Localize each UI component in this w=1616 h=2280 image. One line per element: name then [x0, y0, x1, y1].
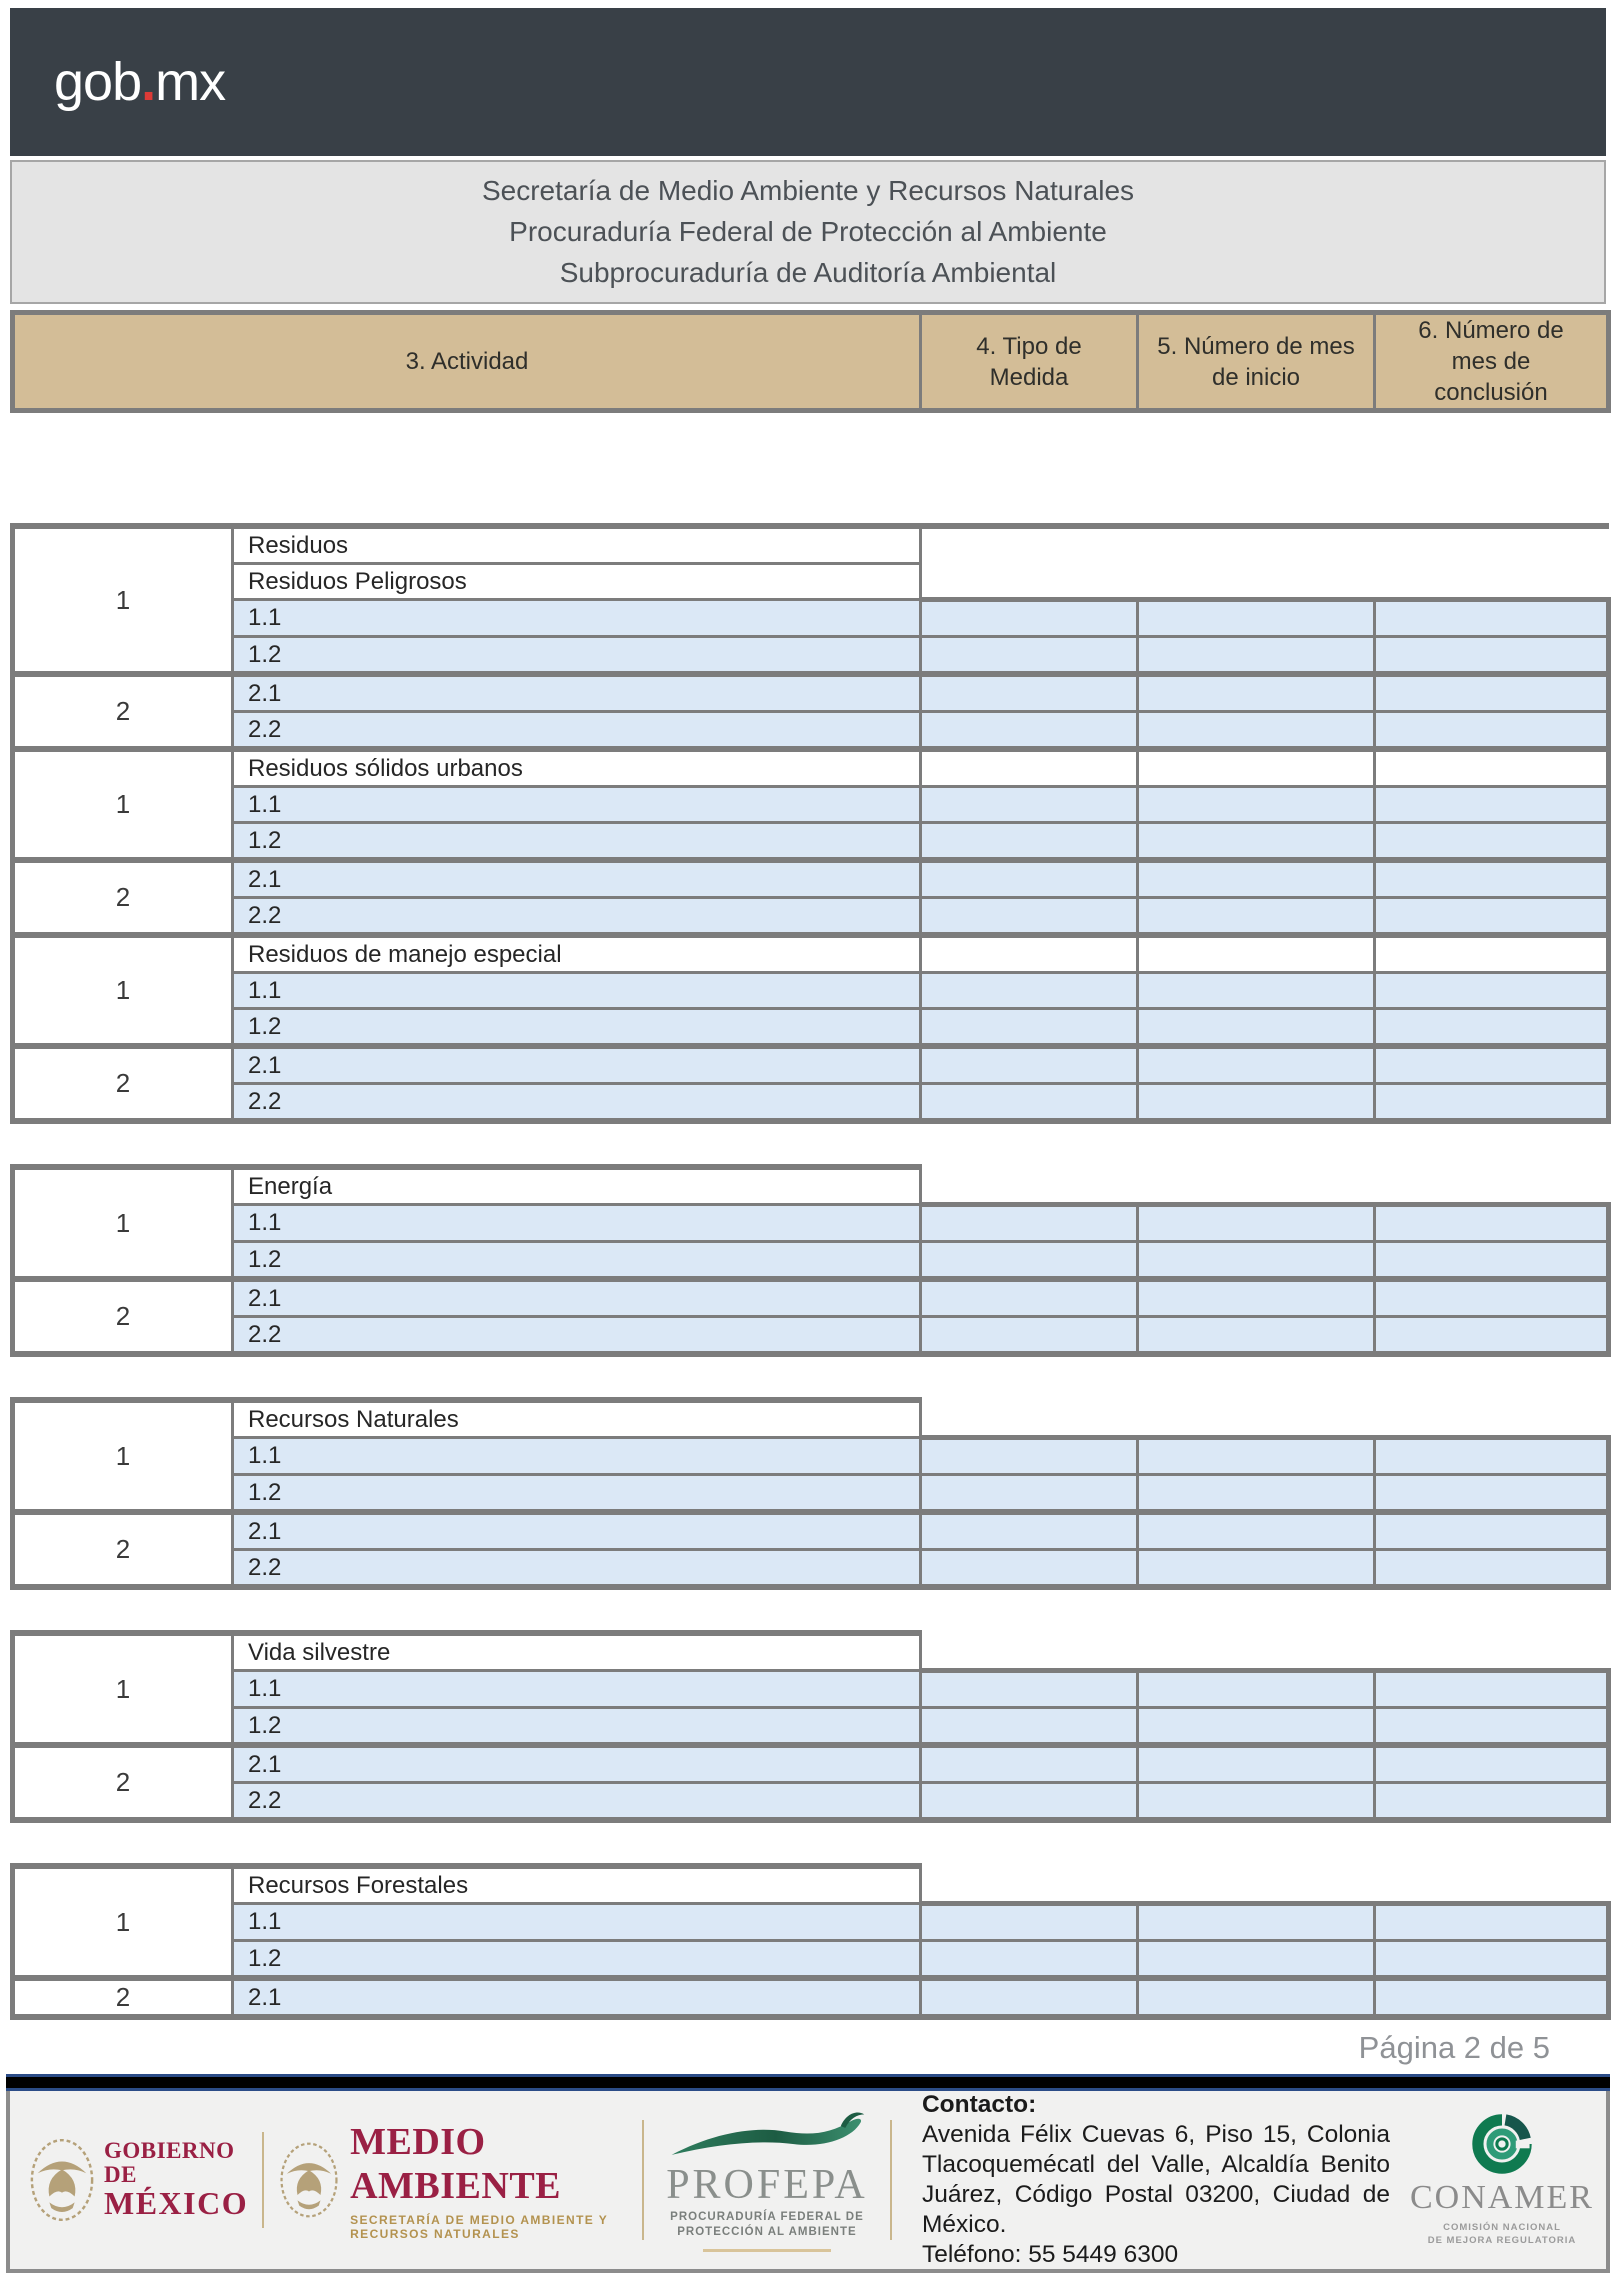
start-month-cell [1138, 860, 1375, 898]
table-row [13, 674, 1609, 712]
group-number-cell: 2 [13, 674, 233, 749]
end-month-cell [1375, 674, 1609, 712]
profepa-eagle-swoosh-icon [668, 2108, 866, 2164]
start-month-cell [1138, 1978, 1375, 2017]
empty-region [921, 1400, 1609, 1438]
start-month-cell [1138, 973, 1375, 1009]
end-month-cell [1375, 1084, 1609, 1122]
category-row [13, 935, 1609, 973]
category-row [13, 526, 1609, 564]
category-row [13, 749, 1609, 787]
end-month-cell [1375, 1438, 1609, 1475]
footer [6, 2091, 1610, 2273]
start-month-cell [1138, 1205, 1375, 1242]
measure-type-cell [921, 1279, 1138, 1317]
empty-region [921, 564, 1609, 600]
start-month-cell [1138, 1550, 1375, 1588]
activity-item-cell: 1.2 [233, 1941, 921, 1979]
measure-type-cell [921, 1708, 1138, 1746]
end-month-cell [1375, 1783, 1609, 1821]
conamer-logo [1410, 2113, 1594, 2247]
category-row [13, 1167, 1609, 1205]
start-month-cell [1138, 823, 1375, 861]
activity-item-cell: 1.2 [233, 1009, 921, 1047]
measure-type-cell [921, 749, 1138, 787]
activity-category-cell: Residuos de manejo especial [233, 935, 921, 973]
end-month-cell [1375, 935, 1609, 973]
table-row [13, 637, 1609, 675]
profepa-underline [703, 2249, 831, 2252]
measure-type-cell [921, 600, 1138, 637]
activity-table-residuos [10, 523, 1611, 1124]
end-month-cell [1375, 787, 1609, 823]
end-month-cell [1375, 1475, 1609, 1513]
gobierno-de-mexico-wordmark [104, 2139, 248, 2221]
profepa-title: PROFEPA [666, 2161, 868, 2208]
group-number-cell: 1 [13, 1866, 233, 1978]
table-row [13, 1904, 1609, 1941]
empty-region [921, 1633, 1609, 1671]
table-row [13, 1671, 1609, 1708]
end-month-cell [1375, 898, 1609, 936]
page-indicator: Página 2 de 5 [1358, 2030, 1550, 2065]
measure-type-cell [921, 823, 1138, 861]
conamer-ring-icon [1471, 2113, 1533, 2175]
group-number-cell: 1 [13, 749, 233, 860]
start-month-cell [1138, 1708, 1375, 1746]
activity-item-cell: 1.2 [233, 823, 921, 861]
measure-type-cell [921, 1084, 1138, 1122]
table-row [13, 1475, 1609, 1513]
activity-item-cell: 2.1 [233, 1745, 921, 1783]
end-month-cell [1375, 1550, 1609, 1588]
org-line-subprocuraduria: Subprocuraduría de Auditoría Ambiental [559, 257, 1057, 288]
activity-category-cell: Residuos sólidos urbanos [233, 749, 921, 787]
measure-type-cell [921, 1550, 1138, 1588]
activity-item-cell: 2.1 [233, 1279, 921, 1317]
activity-item-cell: 1.2 [233, 1242, 921, 1280]
end-month-cell [1375, 712, 1609, 750]
column-header-mes-conclusion: 6. Número de mes de conclusión [1375, 313, 1609, 411]
start-month-cell [1138, 787, 1375, 823]
table-row [13, 1708, 1609, 1746]
table-row [13, 1317, 1609, 1355]
group-number-cell: 1 [13, 1633, 233, 1745]
activity-item-cell: 2.1 [233, 1046, 921, 1084]
end-month-cell [1375, 1978, 1609, 2017]
group-number-cell: 1 [13, 935, 233, 1046]
activity-category-cell: Residuos Peligrosos [233, 564, 921, 600]
measure-type-cell [921, 1438, 1138, 1475]
category-row [13, 1633, 1609, 1671]
activity-item-cell: 1.1 [233, 787, 921, 823]
activity-item-cell: 1.2 [233, 1475, 921, 1513]
measure-type-cell [921, 1046, 1138, 1084]
activity-item-cell: 2.2 [233, 898, 921, 936]
measure-type-cell [921, 787, 1138, 823]
end-month-cell [1375, 1205, 1609, 1242]
table-row [13, 1550, 1609, 1588]
group-number-cell: 1 [13, 1167, 233, 1279]
table-row [13, 1512, 1609, 1550]
footer-divider [890, 2120, 892, 2240]
category-row [13, 564, 1609, 600]
measure-type-cell [921, 1904, 1138, 1941]
table-row [13, 1745, 1609, 1783]
activity-sections [10, 523, 1606, 2020]
activity-item-cell: 2.1 [233, 860, 921, 898]
end-month-cell [1375, 600, 1609, 637]
contact-address: Avenida Félix Cuevas 6, Piso 15, Colonia Tlacoquemécatl del Valle, Alcaldía Benito Juárez, Código Postal 03200, Ciudad de México. [921, 2121, 1390, 2238]
end-month-cell [1375, 1671, 1609, 1708]
group-number-cell: 2 [13, 1512, 233, 1587]
activity-item-cell: 2.1 [233, 674, 921, 712]
start-month-cell [1138, 674, 1375, 712]
end-month-cell [1375, 1708, 1609, 1746]
activity-category-cell: Residuos [233, 526, 921, 564]
measure-type-cell [921, 1317, 1138, 1355]
activity-table-energia [10, 1164, 1611, 1357]
mexico-eagle-seal-icon [28, 2136, 96, 2224]
conamer-subtitle [1428, 2221, 1577, 2247]
empty-region [921, 1167, 1609, 1205]
profepa-subtitle-line2: PROTECCIÓN AL AMBIENTE [677, 2226, 857, 2239]
measure-type-cell [921, 860, 1138, 898]
start-month-cell [1138, 1512, 1375, 1550]
table-row [13, 973, 1609, 1009]
mexico-label: MÉXICO [104, 2185, 249, 2222]
activity-item-cell: 1.1 [233, 1671, 921, 1708]
contact-heading: Contacto: [921, 2091, 1037, 2118]
measure-type-cell [921, 1941, 1138, 1979]
category-row [13, 1866, 1609, 1904]
end-month-cell [1375, 1904, 1609, 1941]
gobierno-de-label: GOBIERNO DE [104, 2138, 235, 2188]
start-month-cell [1138, 898, 1375, 936]
category-row [13, 1400, 1609, 1438]
footer-divider [262, 2132, 264, 2228]
measure-type-cell [921, 1475, 1138, 1513]
end-month-cell [1375, 749, 1609, 787]
measure-type-cell [921, 674, 1138, 712]
org-line-secretaria: Secretaría de Medio Ambiente y Recursos Naturales [481, 175, 1135, 206]
table-row [13, 860, 1609, 898]
activity-item-cell: 1.1 [233, 1438, 921, 1475]
table-row [13, 1084, 1609, 1122]
table-row [13, 1009, 1609, 1047]
end-month-cell [1375, 823, 1609, 861]
start-month-cell [1138, 935, 1375, 973]
activity-table-recursos-forestales [10, 1863, 1611, 2020]
table-row [13, 1279, 1609, 1317]
measure-type-cell [921, 973, 1138, 1009]
group-number-cell: 1 [13, 526, 233, 674]
start-month-cell [1138, 600, 1375, 637]
start-month-cell [1138, 1745, 1375, 1783]
start-month-cell [1138, 637, 1375, 675]
end-month-cell [1375, 1279, 1609, 1317]
end-month-cell [1375, 1046, 1609, 1084]
profepa-subtitle-line1: PROCURADURÍA FEDERAL DE [670, 2211, 864, 2224]
activity-item-cell: 2.2 [233, 1550, 921, 1588]
measure-type-cell [921, 898, 1138, 936]
group-number-cell: 2 [13, 1978, 233, 2017]
start-month-cell [1138, 1279, 1375, 1317]
column-header-mes-inicio: 5. Número de mes de inicio [1138, 313, 1375, 411]
measure-type-cell [921, 1671, 1138, 1708]
table-row [13, 1242, 1609, 1280]
activity-item-cell: 1.1 [233, 1205, 921, 1242]
activity-item-cell: 1.1 [233, 973, 921, 1009]
org-line-procuraduria: Procuraduría Federal de Protección al Ambiente [509, 216, 1107, 247]
start-month-cell [1138, 1317, 1375, 1355]
end-month-cell [1375, 637, 1609, 675]
footer-accent-bar [6, 2074, 1610, 2091]
profepa-subtitle [670, 2210, 864, 2240]
footer-divider [642, 2120, 644, 2240]
start-month-cell [1138, 1904, 1375, 1941]
semarnat-subtitle: SECRETARÍA DE MEDIO AMBIENTE Y RECURSOS NATURALES [350, 2212, 608, 2241]
end-month-cell [1375, 973, 1609, 1009]
table-row [13, 600, 1609, 637]
activity-item-cell: 2.1 [233, 1512, 921, 1550]
measure-type-cell [921, 1745, 1138, 1783]
table-row [13, 1978, 1609, 2017]
activity-item-cell: 1.1 [233, 600, 921, 637]
table-row [13, 712, 1609, 750]
start-month-cell [1138, 1438, 1375, 1475]
activity-item-cell: 2.2 [233, 1783, 921, 1821]
activity-item-cell: 1.2 [233, 1708, 921, 1746]
measure-type-cell [921, 1205, 1138, 1242]
gobmx-logo-mx: mx [155, 52, 226, 112]
activity-category-cell: Vida silvestre [233, 1633, 921, 1671]
start-month-cell [1138, 1941, 1375, 1979]
table-row [13, 1438, 1609, 1475]
gobmx-header-bar [10, 8, 1606, 156]
column-header-tipo-medida: 4. Tipo de Medida [921, 313, 1138, 411]
activity-table-vida-silvestre [10, 1630, 1611, 1823]
activity-item-cell: 1.1 [233, 1904, 921, 1941]
end-month-cell [1375, 1745, 1609, 1783]
gobmx-logo-gob: gob [54, 52, 142, 112]
activity-item-cell: 2.2 [233, 1317, 921, 1355]
end-month-cell [1375, 860, 1609, 898]
group-number-cell: 1 [13, 1400, 233, 1512]
measure-type-cell [921, 712, 1138, 750]
start-month-cell [1138, 1046, 1375, 1084]
medio-ambiente-title: MEDIO AMBIENTE [350, 2120, 562, 2207]
conamer-title: CONAMER [1409, 2179, 1594, 2216]
empty-region [921, 526, 1609, 564]
table-row [13, 823, 1609, 861]
contact-block [922, 2090, 1390, 2270]
measure-type-cell [921, 935, 1138, 973]
activity-category-cell: Recursos Naturales [233, 1400, 921, 1438]
conamer-subtitle-line2: DE MEJORA REGULATORIA [1427, 2235, 1577, 2246]
gobierno-de-mexico-logo [28, 2136, 248, 2224]
group-number-cell: 2 [13, 1279, 233, 1354]
activity-category-cell: Recursos Forestales [233, 1866, 921, 1904]
gobmx-logo [54, 51, 225, 113]
org-header [10, 160, 1606, 304]
contact-phone: Teléfono: 55 5449 6300 [921, 2241, 1179, 2268]
start-month-cell [1138, 749, 1375, 787]
table-row [13, 1205, 1609, 1242]
measure-type-cell [921, 1512, 1138, 1550]
gobmx-logo-dot: . [141, 52, 156, 112]
start-month-cell [1138, 1671, 1375, 1708]
medio-ambiente-logo [278, 2120, 628, 2241]
form-header-table [10, 310, 1611, 413]
activity-table-recursos-naturales [10, 1397, 1611, 1590]
measure-type-cell [921, 1978, 1138, 2017]
form-header-wrap [10, 310, 1606, 413]
start-month-cell [1138, 712, 1375, 750]
group-number-cell: 2 [13, 1046, 233, 1121]
activity-item-cell: 2.2 [233, 712, 921, 750]
table-row [13, 787, 1609, 823]
table-row [13, 1046, 1609, 1084]
start-month-cell [1138, 1242, 1375, 1280]
end-month-cell [1375, 1941, 1609, 1979]
conamer-subtitle-line1: COMISIÓN NACIONAL [1443, 2222, 1561, 2233]
measure-type-cell [921, 1009, 1138, 1047]
start-month-cell [1138, 1475, 1375, 1513]
table-row [13, 898, 1609, 936]
activity-category-cell: Energía [233, 1167, 921, 1205]
start-month-cell [1138, 1783, 1375, 1821]
measure-type-cell [921, 1242, 1138, 1280]
profepa-logo [658, 2108, 876, 2253]
start-month-cell [1138, 1084, 1375, 1122]
column-header-actividad: 3. Actividad [13, 313, 921, 411]
mexico-eagle-seal-icon [278, 2139, 340, 2221]
form-header-row [13, 313, 1609, 411]
start-month-cell [1138, 1009, 1375, 1047]
measure-type-cell [921, 1783, 1138, 1821]
activity-item-cell: 2.2 [233, 1084, 921, 1122]
measure-type-cell [921, 637, 1138, 675]
medio-ambiente-wordmark [350, 2120, 628, 2241]
empty-region [921, 1866, 1609, 1904]
end-month-cell [1375, 1009, 1609, 1047]
group-number-cell: 2 [13, 860, 233, 935]
end-month-cell [1375, 1317, 1609, 1355]
end-month-cell [1375, 1242, 1609, 1280]
activity-item-cell: 1.2 [233, 637, 921, 675]
table-row [13, 1941, 1609, 1979]
table-row [13, 1783, 1609, 1821]
end-month-cell [1375, 1512, 1609, 1550]
group-number-cell: 2 [13, 1745, 233, 1820]
activity-item-cell: 2.1 [233, 1978, 921, 2017]
